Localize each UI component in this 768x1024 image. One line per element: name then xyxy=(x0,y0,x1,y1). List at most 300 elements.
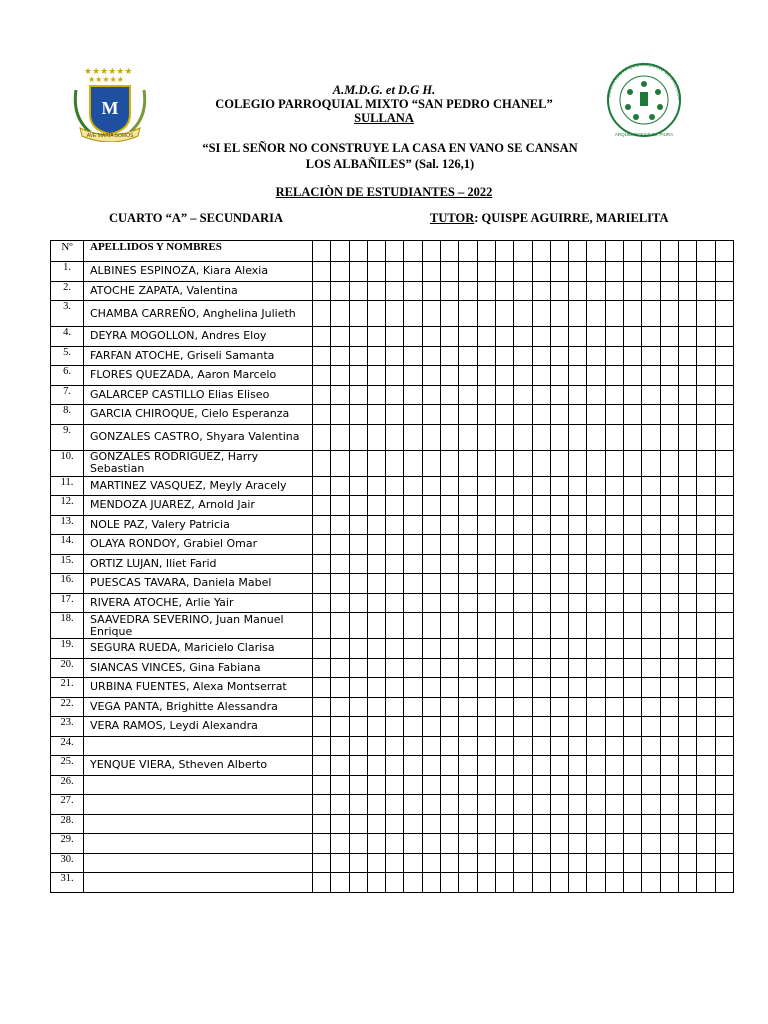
grade-cell[interactable] xyxy=(587,424,605,450)
grade-cell[interactable] xyxy=(550,697,568,717)
grade-cell[interactable] xyxy=(367,756,385,776)
grade-cell[interactable] xyxy=(660,327,678,347)
grade-cell[interactable] xyxy=(550,574,568,594)
grade-cell[interactable] xyxy=(642,697,660,717)
grade-cell[interactable] xyxy=(715,366,733,386)
grade-cell[interactable] xyxy=(532,424,550,450)
grade-cell[interactable] xyxy=(660,717,678,737)
grade-cell[interactable] xyxy=(605,515,623,535)
grade-cell[interactable] xyxy=(459,834,477,854)
grade-cell[interactable] xyxy=(550,366,568,386)
grade-cell[interactable] xyxy=(386,613,404,639)
grade-cell[interactable] xyxy=(532,405,550,425)
grade-cell[interactable] xyxy=(569,853,587,873)
grade-cell[interactable] xyxy=(404,496,422,516)
grade-cell[interactable] xyxy=(367,366,385,386)
grade-cell[interactable] xyxy=(624,814,642,834)
grade-cell[interactable] xyxy=(349,346,367,366)
grade-cell[interactable] xyxy=(331,281,349,301)
grade-cell[interactable] xyxy=(386,346,404,366)
grade-cell[interactable] xyxy=(569,873,587,893)
grade-cell[interactable] xyxy=(514,639,532,659)
grade-cell[interactable] xyxy=(514,613,532,639)
grade-cell[interactable] xyxy=(532,366,550,386)
grade-cell[interactable] xyxy=(477,834,495,854)
grade-cell[interactable] xyxy=(367,574,385,594)
grade-cell[interactable] xyxy=(514,327,532,347)
grade-cell[interactable] xyxy=(587,346,605,366)
grade-cell[interactable] xyxy=(441,658,459,678)
grade-cell[interactable] xyxy=(532,476,550,496)
grade-cell[interactable] xyxy=(331,639,349,659)
grade-cell[interactable] xyxy=(331,834,349,854)
grade-cell[interactable] xyxy=(715,593,733,613)
grade-cell[interactable] xyxy=(605,717,623,737)
grade-cell[interactable] xyxy=(605,736,623,756)
grade-cell[interactable] xyxy=(624,756,642,776)
grade-cell[interactable] xyxy=(660,515,678,535)
grade-cell[interactable] xyxy=(550,262,568,282)
grade-cell[interactable] xyxy=(605,554,623,574)
grade-cell[interactable] xyxy=(495,814,513,834)
grade-cell[interactable] xyxy=(386,515,404,535)
grade-cell[interactable] xyxy=(715,756,733,776)
grade-cell[interactable] xyxy=(404,873,422,893)
grade-cell[interactable] xyxy=(678,476,696,496)
grade-cell[interactable] xyxy=(441,795,459,815)
grade-cell[interactable] xyxy=(514,301,532,327)
grade-cell[interactable] xyxy=(587,834,605,854)
grade-cell[interactable] xyxy=(404,405,422,425)
grade-cell[interactable] xyxy=(550,658,568,678)
grade-cell[interactable] xyxy=(367,736,385,756)
grade-cell[interactable] xyxy=(313,281,331,301)
grade-cell[interactable] xyxy=(587,450,605,476)
grade-cell[interactable] xyxy=(624,658,642,678)
grade-cell[interactable] xyxy=(587,327,605,347)
grade-cell[interactable] xyxy=(514,736,532,756)
grade-cell[interactable] xyxy=(422,496,440,516)
grade-cell[interactable] xyxy=(514,756,532,776)
grade-cell[interactable] xyxy=(495,678,513,698)
grade-cell[interactable] xyxy=(422,262,440,282)
grade-cell[interactable] xyxy=(697,834,715,854)
grade-cell[interactable] xyxy=(605,496,623,516)
grade-cell[interactable] xyxy=(660,385,678,405)
grade-cell[interactable] xyxy=(386,775,404,795)
grade-cell[interactable] xyxy=(441,717,459,737)
grade-cell[interactable] xyxy=(697,385,715,405)
grade-cell[interactable] xyxy=(697,873,715,893)
grade-cell[interactable] xyxy=(514,450,532,476)
grade-cell[interactable] xyxy=(660,873,678,893)
grade-cell[interactable] xyxy=(349,678,367,698)
grade-cell[interactable] xyxy=(459,756,477,776)
grade-cell[interactable] xyxy=(495,658,513,678)
grade-cell[interactable] xyxy=(459,873,477,893)
grade-cell[interactable] xyxy=(441,814,459,834)
grade-cell[interactable] xyxy=(678,385,696,405)
grade-cell[interactable] xyxy=(459,424,477,450)
grade-cell[interactable] xyxy=(678,515,696,535)
grade-cell[interactable] xyxy=(514,717,532,737)
grade-cell[interactable] xyxy=(367,873,385,893)
grade-cell[interactable] xyxy=(495,346,513,366)
grade-cell[interactable] xyxy=(678,574,696,594)
grade-cell[interactable] xyxy=(331,405,349,425)
grade-cell[interactable] xyxy=(441,873,459,893)
grade-cell[interactable] xyxy=(642,496,660,516)
grade-cell[interactable] xyxy=(697,814,715,834)
grade-cell[interactable] xyxy=(569,756,587,776)
grade-cell[interactable] xyxy=(422,775,440,795)
grade-cell[interactable] xyxy=(349,775,367,795)
grade-cell[interactable] xyxy=(367,476,385,496)
grade-cell[interactable] xyxy=(532,834,550,854)
grade-cell[interactable] xyxy=(550,450,568,476)
grade-cell[interactable] xyxy=(477,262,495,282)
grade-cell[interactable] xyxy=(532,639,550,659)
grade-cell[interactable] xyxy=(624,366,642,386)
grade-cell[interactable] xyxy=(678,366,696,386)
grade-cell[interactable] xyxy=(532,262,550,282)
grade-cell[interactable] xyxy=(477,405,495,425)
grade-cell[interactable] xyxy=(532,385,550,405)
grade-cell[interactable] xyxy=(404,301,422,327)
grade-cell[interactable] xyxy=(477,385,495,405)
grade-cell[interactable] xyxy=(642,346,660,366)
grade-cell[interactable] xyxy=(569,717,587,737)
grade-cell[interactable] xyxy=(715,795,733,815)
grade-cell[interactable] xyxy=(660,613,678,639)
grade-cell[interactable] xyxy=(569,775,587,795)
grade-cell[interactable] xyxy=(605,262,623,282)
grade-cell[interactable] xyxy=(495,873,513,893)
grade-cell[interactable] xyxy=(495,535,513,555)
grade-cell[interactable] xyxy=(587,639,605,659)
grade-cell[interactable] xyxy=(441,574,459,594)
grade-cell[interactable] xyxy=(624,554,642,574)
grade-cell[interactable] xyxy=(349,515,367,535)
grade-cell[interactable] xyxy=(624,873,642,893)
grade-cell[interactable] xyxy=(349,697,367,717)
grade-cell[interactable] xyxy=(569,281,587,301)
grade-cell[interactable] xyxy=(550,834,568,854)
grade-cell[interactable] xyxy=(642,327,660,347)
grade-cell[interactable] xyxy=(605,450,623,476)
grade-cell[interactable] xyxy=(404,756,422,776)
grade-cell[interactable] xyxy=(697,697,715,717)
grade-cell[interactable] xyxy=(422,717,440,737)
grade-cell[interactable] xyxy=(678,873,696,893)
grade-cell[interactable] xyxy=(514,814,532,834)
grade-cell[interactable] xyxy=(642,476,660,496)
grade-cell[interactable] xyxy=(386,853,404,873)
grade-cell[interactable] xyxy=(569,424,587,450)
grade-cell[interactable] xyxy=(313,496,331,516)
grade-cell[interactable] xyxy=(642,717,660,737)
grade-cell[interactable] xyxy=(660,405,678,425)
grade-cell[interactable] xyxy=(313,262,331,282)
grade-cell[interactable] xyxy=(605,639,623,659)
grade-cell[interactable] xyxy=(495,717,513,737)
grade-cell[interactable] xyxy=(459,301,477,327)
grade-cell[interactable] xyxy=(459,262,477,282)
grade-cell[interactable] xyxy=(367,853,385,873)
grade-cell[interactable] xyxy=(587,574,605,594)
grade-cell[interactable] xyxy=(605,281,623,301)
grade-cell[interactable] xyxy=(459,535,477,555)
grade-cell[interactable] xyxy=(642,795,660,815)
grade-cell[interactable] xyxy=(569,834,587,854)
grade-cell[interactable] xyxy=(367,385,385,405)
grade-cell[interactable] xyxy=(569,613,587,639)
grade-cell[interactable] xyxy=(422,593,440,613)
grade-cell[interactable] xyxy=(624,574,642,594)
grade-cell[interactable] xyxy=(331,496,349,516)
grade-cell[interactable] xyxy=(313,535,331,555)
grade-cell[interactable] xyxy=(495,775,513,795)
grade-cell[interactable] xyxy=(477,658,495,678)
grade-cell[interactable] xyxy=(678,535,696,555)
grade-cell[interactable] xyxy=(386,795,404,815)
grade-cell[interactable] xyxy=(678,405,696,425)
grade-cell[interactable] xyxy=(404,775,422,795)
grade-cell[interactable] xyxy=(624,301,642,327)
grade-cell[interactable] xyxy=(477,736,495,756)
grade-cell[interactable] xyxy=(422,795,440,815)
grade-cell[interactable] xyxy=(624,405,642,425)
grade-cell[interactable] xyxy=(624,795,642,815)
grade-cell[interactable] xyxy=(422,639,440,659)
grade-cell[interactable] xyxy=(331,424,349,450)
grade-cell[interactable] xyxy=(697,678,715,698)
grade-cell[interactable] xyxy=(550,515,568,535)
grade-cell[interactable] xyxy=(349,574,367,594)
grade-cell[interactable] xyxy=(349,639,367,659)
grade-cell[interactable] xyxy=(404,834,422,854)
grade-cell[interactable] xyxy=(386,873,404,893)
grade-cell[interactable] xyxy=(441,678,459,698)
grade-cell[interactable] xyxy=(422,554,440,574)
grade-cell[interactable] xyxy=(404,814,422,834)
grade-cell[interactable] xyxy=(587,775,605,795)
grade-cell[interactable] xyxy=(660,262,678,282)
grade-cell[interactable] xyxy=(367,678,385,698)
grade-cell[interactable] xyxy=(313,756,331,776)
grade-cell[interactable] xyxy=(349,593,367,613)
grade-cell[interactable] xyxy=(569,327,587,347)
grade-cell[interactable] xyxy=(404,554,422,574)
grade-cell[interactable] xyxy=(495,574,513,594)
grade-cell[interactable] xyxy=(678,834,696,854)
grade-cell[interactable] xyxy=(477,450,495,476)
grade-cell[interactable] xyxy=(605,405,623,425)
grade-cell[interactable] xyxy=(660,639,678,659)
grade-cell[interactable] xyxy=(715,496,733,516)
grade-cell[interactable] xyxy=(660,574,678,594)
grade-cell[interactable] xyxy=(477,717,495,737)
grade-cell[interactable] xyxy=(422,515,440,535)
grade-cell[interactable] xyxy=(532,346,550,366)
grade-cell[interactable] xyxy=(477,639,495,659)
grade-cell[interactable] xyxy=(349,385,367,405)
grade-cell[interactable] xyxy=(660,496,678,516)
grade-cell[interactable] xyxy=(422,366,440,386)
grade-cell[interactable] xyxy=(605,424,623,450)
grade-cell[interactable] xyxy=(404,366,422,386)
grade-cell[interactable] xyxy=(331,593,349,613)
grade-cell[interactable] xyxy=(459,327,477,347)
grade-cell[interactable] xyxy=(678,262,696,282)
grade-cell[interactable] xyxy=(459,658,477,678)
grade-cell[interactable] xyxy=(624,697,642,717)
grade-cell[interactable] xyxy=(697,327,715,347)
grade-cell[interactable] xyxy=(477,301,495,327)
grade-cell[interactable] xyxy=(550,795,568,815)
grade-cell[interactable] xyxy=(386,574,404,594)
grade-cell[interactable] xyxy=(495,327,513,347)
grade-cell[interactable] xyxy=(514,424,532,450)
grade-cell[interactable] xyxy=(313,476,331,496)
grade-cell[interactable] xyxy=(678,554,696,574)
grade-cell[interactable] xyxy=(624,593,642,613)
grade-cell[interactable] xyxy=(459,405,477,425)
grade-cell[interactable] xyxy=(605,678,623,698)
grade-cell[interactable] xyxy=(477,366,495,386)
grade-cell[interactable] xyxy=(495,795,513,815)
grade-cell[interactable] xyxy=(697,853,715,873)
grade-cell[interactable] xyxy=(422,450,440,476)
grade-cell[interactable] xyxy=(514,873,532,893)
grade-cell[interactable] xyxy=(313,346,331,366)
grade-cell[interactable] xyxy=(715,613,733,639)
grade-cell[interactable] xyxy=(349,301,367,327)
grade-cell[interactable] xyxy=(697,593,715,613)
grade-cell[interactable] xyxy=(349,281,367,301)
grade-cell[interactable] xyxy=(367,405,385,425)
grade-cell[interactable] xyxy=(313,658,331,678)
grade-cell[interactable] xyxy=(587,405,605,425)
grade-cell[interactable] xyxy=(605,697,623,717)
grade-cell[interactable] xyxy=(624,346,642,366)
grade-cell[interactable] xyxy=(605,814,623,834)
grade-cell[interactable] xyxy=(678,639,696,659)
grade-cell[interactable] xyxy=(678,658,696,678)
grade-cell[interactable] xyxy=(624,515,642,535)
grade-cell[interactable] xyxy=(514,262,532,282)
grade-cell[interactable] xyxy=(550,405,568,425)
grade-cell[interactable] xyxy=(514,476,532,496)
grade-cell[interactable] xyxy=(624,262,642,282)
grade-cell[interactable] xyxy=(495,853,513,873)
grade-cell[interactable] xyxy=(532,775,550,795)
grade-cell[interactable] xyxy=(715,814,733,834)
grade-cell[interactable] xyxy=(514,593,532,613)
grade-cell[interactable] xyxy=(441,450,459,476)
grade-cell[interactable] xyxy=(660,756,678,776)
grade-cell[interactable] xyxy=(459,613,477,639)
grade-cell[interactable] xyxy=(313,574,331,594)
grade-cell[interactable] xyxy=(495,496,513,516)
grade-cell[interactable] xyxy=(459,717,477,737)
grade-cell[interactable] xyxy=(514,678,532,698)
grade-cell[interactable] xyxy=(349,756,367,776)
grade-cell[interactable] xyxy=(386,301,404,327)
grade-cell[interactable] xyxy=(532,574,550,594)
grade-cell[interactable] xyxy=(422,405,440,425)
grade-cell[interactable] xyxy=(605,327,623,347)
grade-cell[interactable] xyxy=(313,873,331,893)
grade-cell[interactable] xyxy=(642,535,660,555)
grade-cell[interactable] xyxy=(313,639,331,659)
grade-cell[interactable] xyxy=(331,775,349,795)
grade-cell[interactable] xyxy=(715,717,733,737)
grade-cell[interactable] xyxy=(422,301,440,327)
grade-cell[interactable] xyxy=(477,496,495,516)
grade-cell[interactable] xyxy=(459,281,477,301)
grade-cell[interactable] xyxy=(331,385,349,405)
grade-cell[interactable] xyxy=(605,535,623,555)
grade-cell[interactable] xyxy=(660,281,678,301)
grade-cell[interactable] xyxy=(477,756,495,776)
grade-cell[interactable] xyxy=(331,327,349,347)
grade-cell[interactable] xyxy=(422,281,440,301)
grade-cell[interactable] xyxy=(569,515,587,535)
grade-cell[interactable] xyxy=(550,476,568,496)
grade-cell[interactable] xyxy=(422,697,440,717)
grade-cell[interactable] xyxy=(459,554,477,574)
grade-cell[interactable] xyxy=(386,262,404,282)
grade-cell[interactable] xyxy=(422,873,440,893)
grade-cell[interactable] xyxy=(550,593,568,613)
grade-cell[interactable] xyxy=(642,554,660,574)
grade-cell[interactable] xyxy=(313,853,331,873)
grade-cell[interactable] xyxy=(715,346,733,366)
grade-cell[interactable] xyxy=(367,658,385,678)
grade-cell[interactable] xyxy=(660,476,678,496)
grade-cell[interactable] xyxy=(715,853,733,873)
grade-cell[interactable] xyxy=(331,301,349,327)
grade-cell[interactable] xyxy=(697,639,715,659)
grade-cell[interactable] xyxy=(495,424,513,450)
grade-cell[interactable] xyxy=(697,795,715,815)
grade-cell[interactable] xyxy=(477,346,495,366)
grade-cell[interactable] xyxy=(550,736,568,756)
grade-cell[interactable] xyxy=(715,697,733,717)
grade-cell[interactable] xyxy=(441,262,459,282)
grade-cell[interactable] xyxy=(386,366,404,386)
grade-cell[interactable] xyxy=(642,405,660,425)
grade-cell[interactable] xyxy=(642,678,660,698)
grade-cell[interactable] xyxy=(697,775,715,795)
grade-cell[interactable] xyxy=(441,301,459,327)
grade-cell[interactable] xyxy=(587,853,605,873)
grade-cell[interactable] xyxy=(404,424,422,450)
grade-cell[interactable] xyxy=(386,697,404,717)
grade-cell[interactable] xyxy=(532,327,550,347)
grade-cell[interactable] xyxy=(367,775,385,795)
grade-cell[interactable] xyxy=(386,385,404,405)
grade-cell[interactable] xyxy=(386,717,404,737)
grade-cell[interactable] xyxy=(715,385,733,405)
grade-cell[interactable] xyxy=(550,346,568,366)
grade-cell[interactable] xyxy=(349,814,367,834)
grade-cell[interactable] xyxy=(660,366,678,386)
grade-cell[interactable] xyxy=(624,450,642,476)
grade-cell[interactable] xyxy=(587,593,605,613)
grade-cell[interactable] xyxy=(331,535,349,555)
